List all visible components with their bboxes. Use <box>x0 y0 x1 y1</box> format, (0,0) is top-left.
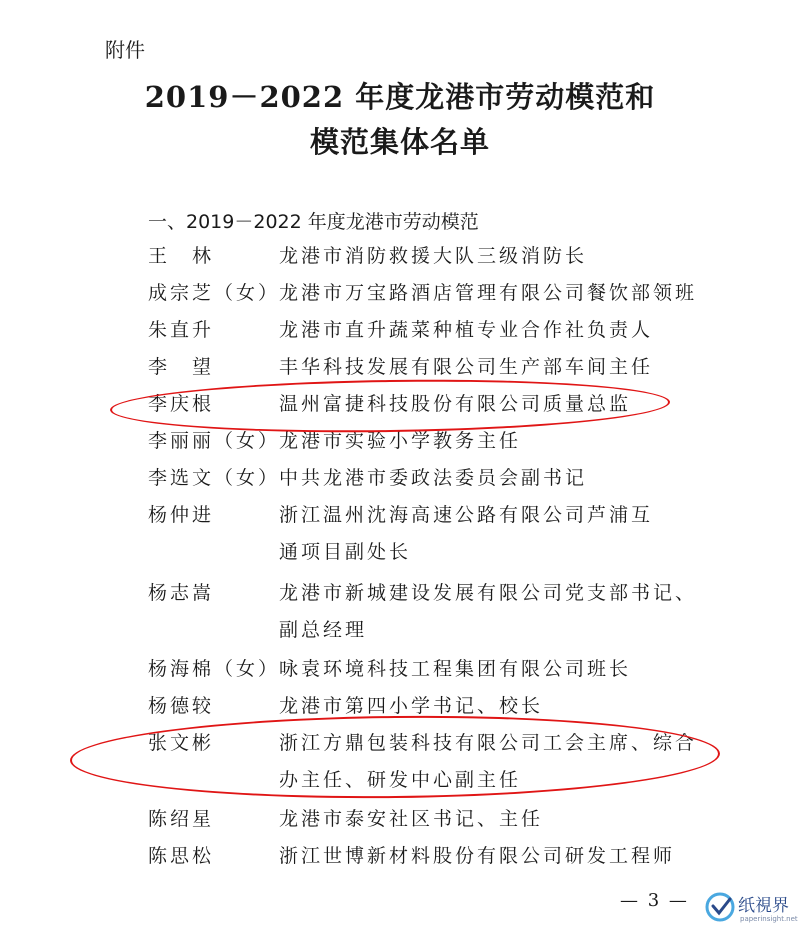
person-name: 李庆根 <box>148 393 215 415</box>
person-name: 陈绍星 <box>148 808 215 830</box>
watermark-logo <box>700 883 800 934</box>
person-position: 龙港市万宝路酒店管理有限公司餐饮部领班 <box>279 282 698 304</box>
person-name: 杨海棉（女） <box>148 658 281 680</box>
person-name: 成宗芝（女） <box>148 282 281 304</box>
title-line-1: 2019－2022 年度龙港市劳动模范和 <box>144 80 656 114</box>
person-name: 杨志嵩 <box>148 582 215 604</box>
page-number: — 3 — <box>620 890 689 911</box>
paper-insight-logo-icon <box>704 891 736 923</box>
person-position: 中共龙港市委政法委员会副书记 <box>279 467 588 489</box>
person-name: 朱直升 <box>148 319 215 341</box>
person-position: 龙港市第四小学书记、校长 <box>279 695 544 717</box>
person-position-continued: 副总经理 <box>279 619 368 641</box>
person-position: 浙江世博新材料股份有限公司研发工程师 <box>279 845 676 867</box>
person-name: 李选文（女） <box>148 467 281 489</box>
title-line-2: 模范集体名单 <box>309 125 490 159</box>
person-position: 丰华科技发展有限公司生产部车间主任 <box>279 356 654 378</box>
person-position: 龙港市消防救援大队三级消防长 <box>279 245 588 267</box>
person-position-continued: 办主任、研发中心副主任 <box>279 769 522 791</box>
person-position: 龙港市新城建设发展有限公司党支部书记、 <box>279 582 698 604</box>
section-heading: 一、2019－2022 年度龙港市劳动模范 <box>148 211 479 233</box>
person-position: 龙港市实验小学教务主任 <box>279 430 522 452</box>
person-name: 王 林 <box>148 245 215 267</box>
person-name: 张文彬 <box>148 732 215 754</box>
person-name: 杨仲进 <box>148 504 215 526</box>
watermark-site: paperinsight.net <box>740 915 798 923</box>
person-position: 龙港市直升蔬菜种植专业合作社负责人 <box>279 319 654 341</box>
person-position: 温州富捷科技股份有限公司质量总监 <box>279 393 632 415</box>
person-position: 龙港市泰安社区书记、主任 <box>279 808 544 830</box>
person-name: 李 望 <box>148 356 215 378</box>
person-position: 浙江温州沈海高速公路有限公司芦浦互 <box>279 504 654 526</box>
attachment-label: 附件 <box>105 38 145 62</box>
person-position-continued: 通项目副处长 <box>279 541 412 563</box>
watermark-brand: 纸視界 <box>738 896 789 916</box>
person-name: 陈思松 <box>148 845 215 867</box>
person-position: 浙江方鼎包装科技有限公司工会主席、综合 <box>279 732 698 754</box>
person-name: 李丽丽（女） <box>148 430 281 452</box>
person-position: 咏袁环境科技工程集团有限公司班长 <box>279 658 632 680</box>
person-name: 杨德较 <box>148 695 215 717</box>
